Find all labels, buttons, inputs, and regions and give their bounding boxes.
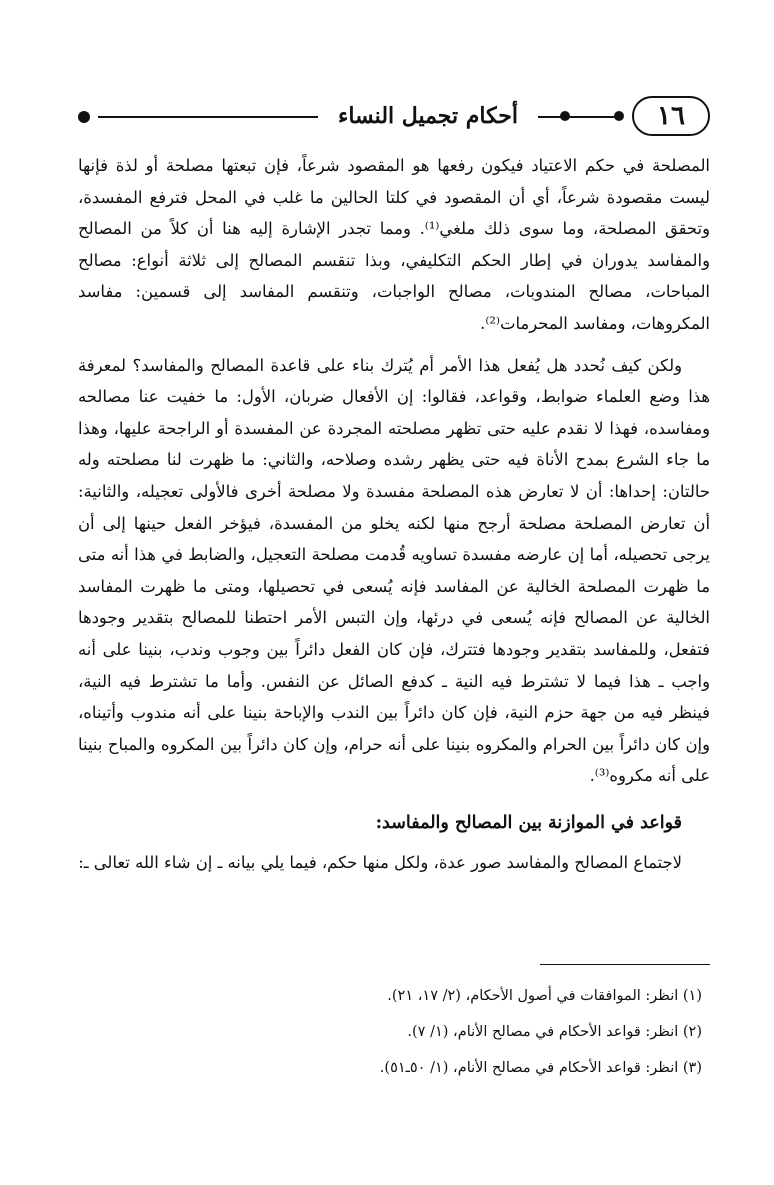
ornament-dot — [560, 111, 570, 121]
paragraph: لاجتماع المصالح والمفاسد صور عدة، ولكل منها حكم، فيما يلي بيانه ـ إن شاء الله تعالى ـ: — [78, 853, 682, 873]
footnote: (١) انظر: الموافقات في أصول الأحكام، (٢/ ١٧، ٢١). — [387, 988, 702, 1004]
footnote: (٣) انظر: قواعد الأحكام في مصالح الأنام، (١/ ٥٠ـ٥١). — [379, 1060, 702, 1076]
footnotes — [78, 978, 710, 1086]
paragraph: ولكن كيف نُحدد هل يُفعل هذا الأمر أم يُترك بناء على قاعدة المصالح والمفاسد؟ لمعرفة هذا وضع العلماء ضوابط، وقواعد، فقالوا: إن الأفعال ضربان، الأول: ما خفيت عنا مصالحه ومفاسده، فهذا لا نقدم عليه حتى تظهر مصلحته المجردة عن المفسدة أو الراجحة عليها، وهذا ما جاء الشرع بمدح الأناة فيه حتى يظهر رشده وصلاحه، والثاني: ما ظهرت لنا مصلحته وله حالتان: إحداها: أن لا تعارض هذه المصلحة مفسدة ولا مصلحة أخرى فالأولى تعجيله، والثانية: أن تعارض المصلحة مصلحة أرجح منها لكنه يخلو من المفسدة، فيؤخر الفعل حينها إلى أن يرجى تحصيله، أما إن عارضه مفسدة تساويه قُدمت مصلحة التعجيل، والضابط في هذا أنه متى ما ظهرت المصلحة الخالية عن المفاسد فإنه يُسعى في تحصيلها، ومتى ما ظهرت المفاسد الخالية عن المصالح فإنه يُسعى في درئها، وإن التبس الأمر احتطنا للمصالح بتقدير وجودها فتفعل، وللمفاسد بتقدير وجودها فتترك، فإن كان الفعل دائراً بين وجوب وندب، بنينا على أنه واجب ـ هذا فيما لا تشترط فيه النية ـ كدفع الصائل عن النفس. وأما ما تشترط فيه النية، فينظر فيه من جهة حزم النية، فإن كان دائراً بين الندب والإباحة بنينا على أنه مندوب وأتيناه، وإن كان دائراً بين الحرام والمكروه بنينا على أنه حرام، وإن كان دائراً بين المكروه والمباح بنينا على أنه مكروه⁽³⁾. — [78, 355, 710, 786]
paragraph: المصلحة في حكم الاعتياد فيكون رفعها هو المقصود شرعاً، فإن تبعتها مصلحة أو لذة فإنها ليست مقصودة شرعاً، أي أن المقصود في كلتا الحالين ما غلب في المحل فترفع المفسدة، وتحقق المصلحة، وما سوى ذلك ملغي⁽¹⁾. ومما تجدر الإشارة إليه هنا أن كلاً من المصالح والمفاسد يدوران في إطار الحكم التكليفي، وبذا تنقسم المصالح إلى ثلاثة أنواع: مصالح المباحات، مصالح المندوبات، مصالح الواجبات، وتنقسم المفاسد إلى قسمين: مفاسد المكروهات، ومفاسد المحرمات⁽²⁾. — [78, 156, 710, 333]
section-heading: قواعد في الموازنة بين المصالح والمفاسد: — [375, 812, 682, 833]
main-text — [78, 150, 710, 879]
footnote-separator — [540, 964, 710, 965]
ornament-dot — [614, 111, 624, 121]
running-title: أحكام تجميل النساء — [318, 99, 538, 133]
ornament-dot-left — [78, 111, 90, 123]
page-number-badge: ١٦ — [632, 96, 710, 136]
page-header — [78, 96, 710, 140]
footnote: (٢) انظر: قواعد الأحكام في مصالح الأنام، (١/ ٧). — [407, 1024, 702, 1040]
